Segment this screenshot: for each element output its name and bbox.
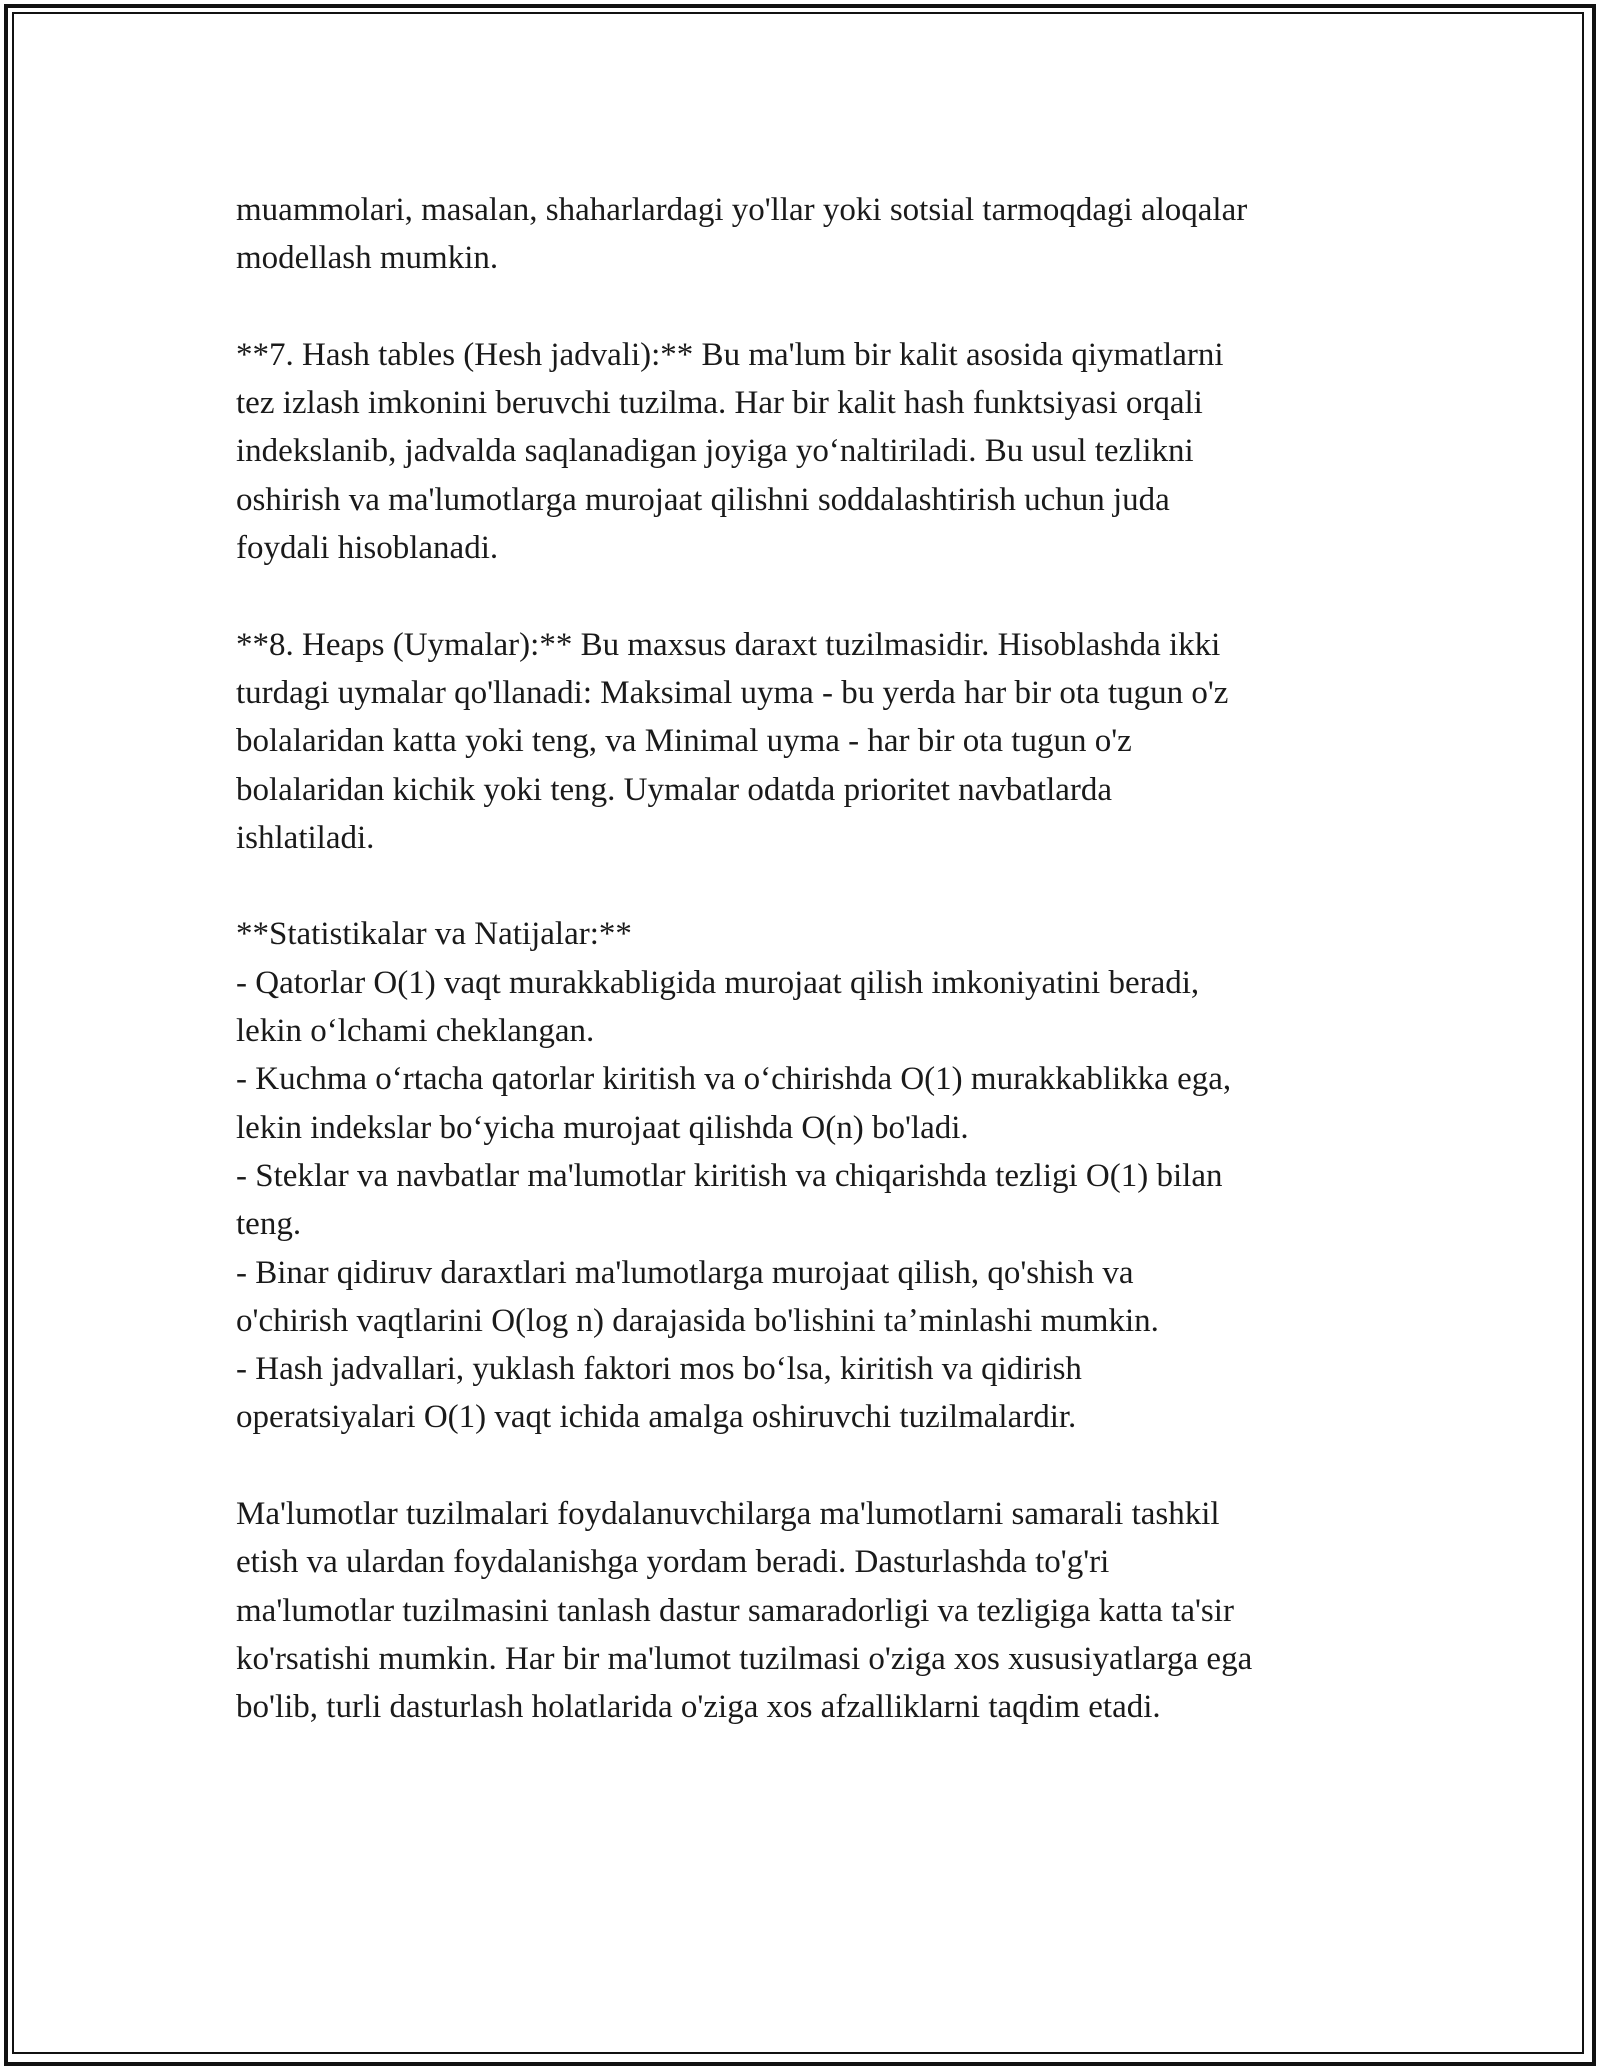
- text-line: modellash mumkin.: [236, 240, 499, 277]
- text-line: turdagi uymalar qo'llanadi: Maksimal uyma - bu yerda har bir ota tugun o'z: [236, 674, 1229, 711]
- text-line: ishlatiladi.: [236, 819, 375, 856]
- list-item-line: lekin oʻlchami cheklangan.: [236, 1013, 595, 1050]
- section-statistics: [236, 910, 1376, 1441]
- text-line: indekslanib, jadvalda saqlanadigan joyiga yoʻnaltiriladi. Bu usul tezlikni: [236, 433, 1194, 470]
- paragraph-gap: [236, 1442, 1376, 1490]
- list-item-line: - Hash jadvallari, yuklash faktori mos boʻlsa, kiritish va qidirish: [236, 1351, 1082, 1388]
- list-item-line: - Steklar va navbatlar ma'lumotlar kiritish va chiqarishda tezligi O(1) bilan: [236, 1157, 1223, 1194]
- paragraph-heaps: [236, 621, 1376, 862]
- paragraph-hash-tables: [236, 331, 1376, 572]
- text-line: muammolari, masalan, shaharlardagi yo'llar yoki sotsial tarmoqdagi aloqalar: [236, 192, 1248, 228]
- text-line: foydali hisoblanadi.: [236, 530, 499, 567]
- list-item-line: lekin indekslar boʻyicha murojaat qilishda O(n) bo'ladi.: [236, 1109, 969, 1146]
- paragraph-gap: [236, 862, 1376, 910]
- text-line: ma'lumotlar tuzilmasini tanlash dastur samaradorligi va tezligiga katta ta'sir: [236, 1592, 1234, 1629]
- section-heading: **Statistikalar va Natijalar:**: [236, 916, 632, 953]
- paragraph-conclusion: [236, 1490, 1376, 1731]
- text-line: ko'rsatishi mumkin. Har bir ma'lumot tuzilmasi o'ziga xos xususiyatlarga ega: [236, 1640, 1253, 1677]
- paragraph-intro-continuation: [236, 186, 1376, 283]
- text-line: **8. Heaps (Uymalar):** Bu maxsus daraxt tuzilmasidir. Hisoblashda ikki: [236, 626, 1221, 663]
- text-line: **7. Hash tables (Hesh jadvali):** Bu ma'lum bir kalit asosida qiymatlarni: [236, 336, 1224, 373]
- text-line: bolalaridan kichik yoki teng. Uymalar odatda prioritet navbatlarda: [236, 771, 1113, 808]
- text-line: oshirish va ma'lumotlarga murojaat qilishni soddalashtirish uchun juda: [236, 481, 1170, 518]
- text-line: bolalaridan katta yoki teng, va Minimal uyma - har bir ota tugun o'z: [236, 723, 1132, 760]
- paragraph-gap: [236, 572, 1376, 620]
- document-body: [236, 186, 1376, 1732]
- list-item-line: operatsiyalari O(1) vaqt ichida amalga oshiruvchi tuzilmalardir.: [236, 1399, 1077, 1436]
- list-item-line: o'chirish vaqtlarini O(log n) darajasida bo'lishini taʼminlashi mumkin.: [236, 1302, 1159, 1339]
- text-line: Ma'lumotlar tuzilmalari foydalanuvchilarga ma'lumotlarni samarali tashkil: [236, 1496, 1220, 1533]
- text-line: etish va ulardan foydalanishga yordam beradi. Dasturlashda to'g'ri: [236, 1544, 1110, 1581]
- list-item-line: teng.: [236, 1206, 302, 1243]
- list-item-line: - Binar qidiruv daraxtlari ma'lumotlarga murojaat qilish, qo'shish va: [236, 1254, 1134, 1291]
- text-line: tez izlash imkonini beruvchi tuzilma. Har bir kalit hash funktsiyasi orqali: [236, 385, 1203, 422]
- paragraph-gap: [236, 283, 1376, 331]
- list-item-line: - Kuchma oʻrtacha qatorlar kiritish va oʻchirishda O(1) murakkablikka ega,: [236, 1061, 1232, 1098]
- text-line: bo'lib, turli dasturlash holatlarida o'ziga xos afzalliklarni taqdim etadi.: [236, 1689, 1161, 1726]
- list-item-line: - Qatorlar O(1) vaqt murakkabligida murojaat qilish imkoniyatini beradi,: [236, 964, 1200, 1001]
